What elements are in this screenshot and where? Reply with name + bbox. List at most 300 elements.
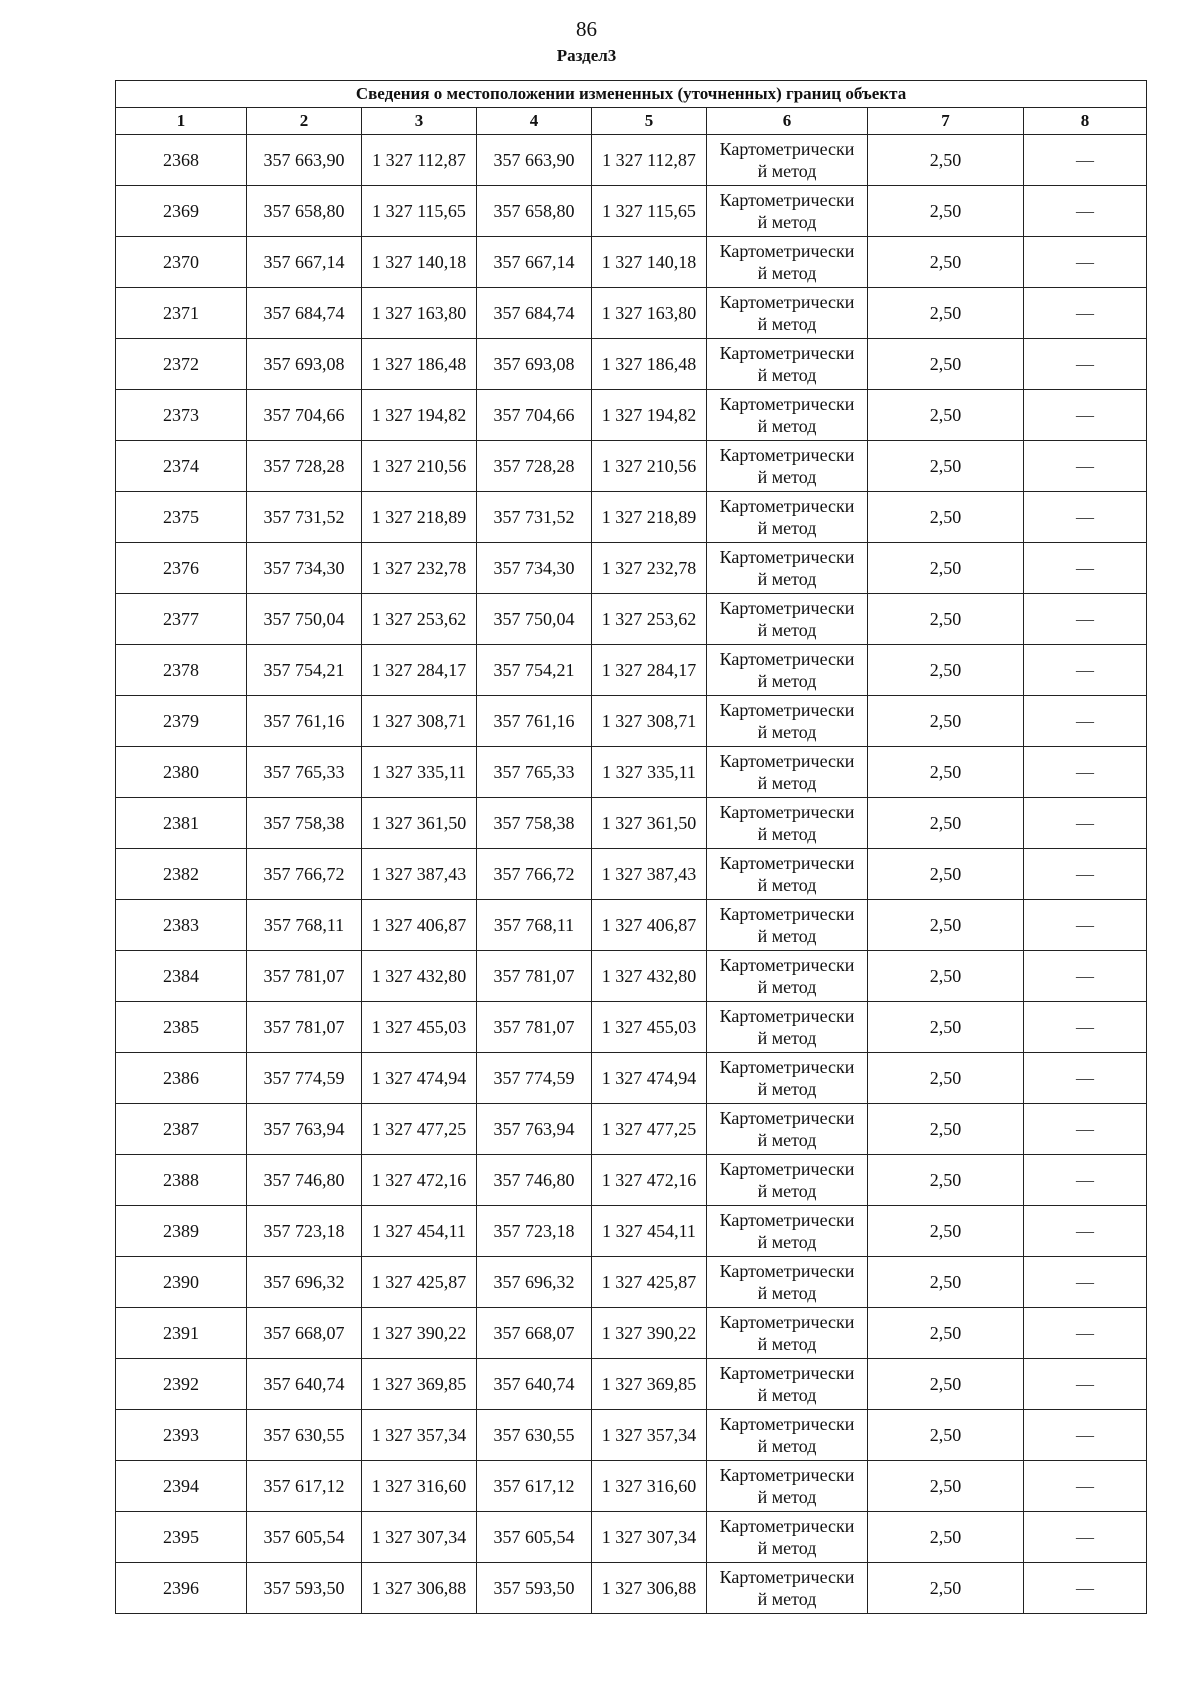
method-line-2: й метод (757, 161, 817, 181)
x-new-cell: 357 774,59 (477, 1053, 592, 1104)
y-old-cell: 1 327 112,87 (362, 135, 477, 186)
x-old-cell: 357 593,50 (247, 1563, 362, 1614)
method-cell (707, 186, 868, 237)
method-cell (707, 1206, 868, 1257)
description-cell: — (1024, 1002, 1147, 1053)
description-cell: — (1024, 645, 1147, 696)
method-line-1: Картометрически (719, 1363, 855, 1383)
accuracy-cell: 2,50 (868, 441, 1024, 492)
x-new-cell: 357 750,04 (477, 594, 592, 645)
description-cell: — (1024, 390, 1147, 441)
table-row (116, 645, 1147, 696)
y-old-cell: 1 327 186,48 (362, 339, 477, 390)
description-cell: — (1024, 1155, 1147, 1206)
x-new-cell: 357 667,14 (477, 237, 592, 288)
table-row (116, 951, 1147, 1002)
column-number: 6 (707, 108, 868, 135)
method-cell (707, 339, 868, 390)
method-line-2: й метод (757, 1538, 817, 1558)
column-number: 3 (362, 108, 477, 135)
x-old-cell: 357 766,72 (247, 849, 362, 900)
x-new-cell: 357 763,94 (477, 1104, 592, 1155)
y-new-cell: 1 327 390,22 (592, 1308, 707, 1359)
table-row (116, 186, 1147, 237)
table-row (116, 441, 1147, 492)
table-row (116, 1053, 1147, 1104)
description-cell: — (1024, 186, 1147, 237)
x-new-cell: 357 731,52 (477, 492, 592, 543)
method-line-1: Картометрически (719, 904, 855, 924)
point-number-cell: 2381 (116, 798, 247, 849)
method-line-1: Картометрически (719, 1567, 855, 1587)
method-cell (707, 900, 868, 951)
x-new-cell: 357 630,55 (477, 1410, 592, 1461)
y-old-cell: 1 327 284,17 (362, 645, 477, 696)
table-caption-row (116, 81, 1147, 108)
accuracy-cell: 2,50 (868, 1563, 1024, 1614)
y-new-cell: 1 327 454,11 (592, 1206, 707, 1257)
point-number-cell: 2370 (116, 237, 247, 288)
table-row (116, 1206, 1147, 1257)
method-cell (707, 1563, 868, 1614)
x-new-cell: 357 761,16 (477, 696, 592, 747)
y-new-cell: 1 327 425,87 (592, 1257, 707, 1308)
point-number-cell: 2387 (116, 1104, 247, 1155)
boundary-table (115, 80, 1147, 1614)
method-cell (707, 1512, 868, 1563)
point-number-cell: 2377 (116, 594, 247, 645)
method-line-1: Картометрически (719, 1210, 855, 1230)
x-new-cell: 357 746,80 (477, 1155, 592, 1206)
y-old-cell: 1 327 425,87 (362, 1257, 477, 1308)
column-number: 7 (868, 108, 1024, 135)
accuracy-cell: 2,50 (868, 543, 1024, 594)
point-number-cell: 2396 (116, 1563, 247, 1614)
point-number-cell: 2379 (116, 696, 247, 747)
point-number-cell: 2393 (116, 1410, 247, 1461)
method-line-1: Картометрически (719, 547, 855, 567)
method-cell (707, 441, 868, 492)
table-row (116, 135, 1147, 186)
accuracy-cell: 2,50 (868, 339, 1024, 390)
y-new-cell: 1 327 316,60 (592, 1461, 707, 1512)
method-line-1: Картометрически (719, 190, 855, 210)
x-new-cell: 357 704,66 (477, 390, 592, 441)
method-line-1: Картометрически (719, 496, 855, 516)
accuracy-cell: 2,50 (868, 747, 1024, 798)
method-cell (707, 1155, 868, 1206)
table-row (116, 390, 1147, 441)
x-old-cell: 357 640,74 (247, 1359, 362, 1410)
method-cell (707, 390, 868, 441)
y-old-cell: 1 327 357,34 (362, 1410, 477, 1461)
x-old-cell: 357 605,54 (247, 1512, 362, 1563)
y-new-cell: 1 327 335,11 (592, 747, 707, 798)
x-new-cell: 357 754,21 (477, 645, 592, 696)
method-line-1: Картометрически (719, 1312, 855, 1332)
x-old-cell: 357 781,07 (247, 951, 362, 1002)
method-line-2: й метод (757, 773, 817, 793)
description-cell: — (1024, 747, 1147, 798)
accuracy-cell: 2,50 (868, 798, 1024, 849)
table-row (116, 237, 1147, 288)
x-new-cell: 357 693,08 (477, 339, 592, 390)
y-old-cell: 1 327 335,11 (362, 747, 477, 798)
point-number-cell: 2380 (116, 747, 247, 798)
method-cell (707, 1002, 868, 1053)
table-row (116, 288, 1147, 339)
method-cell (707, 1104, 868, 1155)
description-cell: — (1024, 1410, 1147, 1461)
method-line-2: й метод (757, 671, 817, 691)
method-line-2: й метод (757, 1130, 817, 1150)
y-new-cell: 1 327 115,65 (592, 186, 707, 237)
point-number-cell: 2374 (116, 441, 247, 492)
description-cell: — (1024, 849, 1147, 900)
table-caption: Сведения о местоположении измененных (уточненных) границ объекта (116, 81, 1147, 108)
x-new-cell: 357 658,80 (477, 186, 592, 237)
y-new-cell: 1 327 406,87 (592, 900, 707, 951)
point-number-cell: 2375 (116, 492, 247, 543)
table-row (116, 696, 1147, 747)
method-cell (707, 492, 868, 543)
description-cell: — (1024, 1053, 1147, 1104)
x-old-cell: 357 667,14 (247, 237, 362, 288)
description-cell: — (1024, 288, 1147, 339)
table-row (116, 543, 1147, 594)
method-line-1: Картометрически (719, 1414, 855, 1434)
accuracy-cell: 2,50 (868, 492, 1024, 543)
table-row (116, 747, 1147, 798)
description-cell: — (1024, 951, 1147, 1002)
method-line-2: й метод (757, 1079, 817, 1099)
x-new-cell: 357 781,07 (477, 1002, 592, 1053)
y-old-cell: 1 327 474,94 (362, 1053, 477, 1104)
x-new-cell: 357 723,18 (477, 1206, 592, 1257)
method-line-2: й метод (757, 518, 817, 538)
description-cell: — (1024, 1104, 1147, 1155)
method-line-1: Картометрически (719, 1057, 855, 1077)
description-cell: — (1024, 1257, 1147, 1308)
y-old-cell: 1 327 455,03 (362, 1002, 477, 1053)
y-old-cell: 1 327 308,71 (362, 696, 477, 747)
method-line-1: Картометрически (719, 1465, 855, 1485)
x-old-cell: 357 658,80 (247, 186, 362, 237)
method-line-2: й метод (757, 416, 817, 436)
y-new-cell: 1 327 194,82 (592, 390, 707, 441)
description-cell: — (1024, 339, 1147, 390)
x-new-cell: 357 696,32 (477, 1257, 592, 1308)
method-cell (707, 849, 868, 900)
accuracy-cell: 2,50 (868, 288, 1024, 339)
y-new-cell: 1 327 218,89 (592, 492, 707, 543)
x-new-cell: 357 758,38 (477, 798, 592, 849)
description-cell: — (1024, 1563, 1147, 1614)
description-cell: — (1024, 1461, 1147, 1512)
y-new-cell: 1 327 163,80 (592, 288, 707, 339)
method-line-1: Картометрически (719, 292, 855, 312)
point-number-cell: 2386 (116, 1053, 247, 1104)
point-number-cell: 2394 (116, 1461, 247, 1512)
y-new-cell: 1 327 357,34 (592, 1410, 707, 1461)
point-number-cell: 2392 (116, 1359, 247, 1410)
y-old-cell: 1 327 232,78 (362, 543, 477, 594)
y-old-cell: 1 327 210,56 (362, 441, 477, 492)
method-line-2: й метод (757, 620, 817, 640)
table-row (116, 1359, 1147, 1410)
accuracy-cell: 2,50 (868, 1257, 1024, 1308)
section-title: Раздел3 (556, 46, 617, 65)
description-cell: — (1024, 1359, 1147, 1410)
y-old-cell: 1 327 432,80 (362, 951, 477, 1002)
method-line-1: Картометрически (719, 394, 855, 414)
y-old-cell: 1 327 477,25 (362, 1104, 477, 1155)
y-new-cell: 1 327 112,87 (592, 135, 707, 186)
x-old-cell: 357 758,38 (247, 798, 362, 849)
accuracy-cell: 2,50 (868, 951, 1024, 1002)
table-row (116, 1155, 1147, 1206)
table-row (116, 1512, 1147, 1563)
method-cell (707, 696, 868, 747)
description-cell: — (1024, 696, 1147, 747)
x-old-cell: 357 704,66 (247, 390, 362, 441)
table-row (116, 1104, 1147, 1155)
point-number-cell: 2383 (116, 900, 247, 951)
y-new-cell: 1 327 455,03 (592, 1002, 707, 1053)
method-line-1: Картометрически (719, 598, 855, 618)
description-cell: — (1024, 1512, 1147, 1563)
x-new-cell: 357 663,90 (477, 135, 592, 186)
method-line-2: й метод (757, 314, 817, 334)
method-line-1: Картометрически (719, 1261, 855, 1281)
x-new-cell: 357 640,74 (477, 1359, 592, 1410)
point-number-cell: 2382 (116, 849, 247, 900)
method-line-2: й метод (757, 212, 817, 232)
point-number-cell: 2369 (116, 186, 247, 237)
x-old-cell: 357 731,52 (247, 492, 362, 543)
y-old-cell: 1 327 361,50 (362, 798, 477, 849)
method-cell (707, 1461, 868, 1512)
method-line-2: й метод (757, 569, 817, 589)
x-old-cell: 357 617,12 (247, 1461, 362, 1512)
x-new-cell: 357 734,30 (477, 543, 592, 594)
column-number: 1 (116, 108, 247, 135)
method-line-2: й метод (757, 263, 817, 283)
description-cell: — (1024, 135, 1147, 186)
column-number: 8 (1024, 108, 1147, 135)
method-line-1: Картометрически (719, 751, 855, 771)
accuracy-cell: 2,50 (868, 696, 1024, 747)
y-old-cell: 1 327 194,82 (362, 390, 477, 441)
column-number: 4 (477, 108, 592, 135)
x-old-cell: 357 630,55 (247, 1410, 362, 1461)
point-number-cell: 2384 (116, 951, 247, 1002)
table-row (116, 1563, 1147, 1614)
method-line-2: й метод (757, 365, 817, 385)
method-line-1: Картометрически (719, 241, 855, 261)
point-number-cell: 2372 (116, 339, 247, 390)
description-cell: — (1024, 594, 1147, 645)
y-old-cell: 1 327 390,22 (362, 1308, 477, 1359)
method-line-2: й метод (757, 722, 817, 742)
accuracy-cell: 2,50 (868, 1155, 1024, 1206)
table-row (116, 1308, 1147, 1359)
y-new-cell: 1 327 432,80 (592, 951, 707, 1002)
accuracy-cell: 2,50 (868, 1206, 1024, 1257)
point-number-cell: 2376 (116, 543, 247, 594)
method-cell (707, 543, 868, 594)
method-line-2: й метод (757, 824, 817, 844)
y-old-cell: 1 327 387,43 (362, 849, 477, 900)
x-new-cell: 357 765,33 (477, 747, 592, 798)
point-number-cell: 2391 (116, 1308, 247, 1359)
method-cell (707, 645, 868, 696)
method-line-2: й метод (757, 1487, 817, 1507)
accuracy-cell: 2,50 (868, 1461, 1024, 1512)
method-cell (707, 1257, 868, 1308)
y-old-cell: 1 327 472,16 (362, 1155, 477, 1206)
y-new-cell: 1 327 253,62 (592, 594, 707, 645)
method-line-2: й метод (757, 467, 817, 487)
point-number-cell: 2373 (116, 390, 247, 441)
column-number-row (116, 108, 1147, 135)
description-cell: — (1024, 798, 1147, 849)
point-number-cell: 2390 (116, 1257, 247, 1308)
method-line-2: й метод (757, 1385, 817, 1405)
accuracy-cell: 2,50 (868, 237, 1024, 288)
method-cell (707, 747, 868, 798)
y-new-cell: 1 327 306,88 (592, 1563, 707, 1614)
method-cell (707, 1308, 868, 1359)
y-old-cell: 1 327 115,65 (362, 186, 477, 237)
accuracy-cell: 2,50 (868, 900, 1024, 951)
table-row (116, 849, 1147, 900)
method-cell (707, 951, 868, 1002)
x-old-cell: 357 693,08 (247, 339, 362, 390)
method-cell (707, 288, 868, 339)
method-cell (707, 1053, 868, 1104)
accuracy-cell: 2,50 (868, 186, 1024, 237)
method-cell (707, 1359, 868, 1410)
y-new-cell: 1 327 369,85 (592, 1359, 707, 1410)
table-row (116, 1002, 1147, 1053)
y-new-cell: 1 327 387,43 (592, 849, 707, 900)
x-old-cell: 357 763,94 (247, 1104, 362, 1155)
y-new-cell: 1 327 472,16 (592, 1155, 707, 1206)
method-line-2: й метод (757, 1334, 817, 1354)
y-new-cell: 1 327 232,78 (592, 543, 707, 594)
method-line-1: Картометрически (719, 649, 855, 669)
accuracy-cell: 2,50 (868, 1104, 1024, 1155)
description-cell: — (1024, 492, 1147, 543)
point-number-cell: 2378 (116, 645, 247, 696)
point-number-cell: 2368 (116, 135, 247, 186)
description-cell: — (1024, 441, 1147, 492)
y-new-cell: 1 327 186,48 (592, 339, 707, 390)
accuracy-cell: 2,50 (868, 1359, 1024, 1410)
y-old-cell: 1 327 306,88 (362, 1563, 477, 1614)
method-line-1: Картометрически (719, 1108, 855, 1128)
accuracy-cell: 2,50 (868, 390, 1024, 441)
method-cell (707, 1410, 868, 1461)
point-number-cell: 2389 (116, 1206, 247, 1257)
y-old-cell: 1 327 307,34 (362, 1512, 477, 1563)
table-row (116, 492, 1147, 543)
x-old-cell: 357 684,74 (247, 288, 362, 339)
x-old-cell: 357 781,07 (247, 1002, 362, 1053)
method-line-2: й метод (757, 1283, 817, 1303)
method-line-2: й метод (757, 977, 817, 997)
method-line-1: Картометрически (719, 445, 855, 465)
y-old-cell: 1 327 369,85 (362, 1359, 477, 1410)
x-new-cell: 357 728,28 (477, 441, 592, 492)
table-row (116, 798, 1147, 849)
method-line-1: Картометрически (719, 955, 855, 975)
x-new-cell: 357 768,11 (477, 900, 592, 951)
y-old-cell: 1 327 316,60 (362, 1461, 477, 1512)
y-old-cell: 1 327 454,11 (362, 1206, 477, 1257)
x-old-cell: 357 663,90 (247, 135, 362, 186)
x-new-cell: 357 605,54 (477, 1512, 592, 1563)
accuracy-cell: 2,50 (868, 1512, 1024, 1563)
method-line-1: Картометрически (719, 700, 855, 720)
method-line-1: Картометрически (719, 343, 855, 363)
point-number-cell: 2385 (116, 1002, 247, 1053)
point-number-cell: 2371 (116, 288, 247, 339)
y-old-cell: 1 327 163,80 (362, 288, 477, 339)
accuracy-cell: 2,50 (868, 594, 1024, 645)
column-number: 5 (592, 108, 707, 135)
accuracy-cell: 2,50 (868, 1308, 1024, 1359)
x-old-cell: 357 761,16 (247, 696, 362, 747)
point-number-cell: 2388 (116, 1155, 247, 1206)
method-line-1: Картометрически (719, 802, 855, 822)
method-line-2: й метод (757, 926, 817, 946)
table-row (116, 339, 1147, 390)
y-new-cell: 1 327 307,34 (592, 1512, 707, 1563)
y-old-cell: 1 327 218,89 (362, 492, 477, 543)
x-new-cell: 357 684,74 (477, 288, 592, 339)
x-old-cell: 357 750,04 (247, 594, 362, 645)
method-cell (707, 798, 868, 849)
method-line-2: й метод (757, 875, 817, 895)
method-line-2: й метод (757, 1232, 817, 1252)
x-new-cell: 357 668,07 (477, 1308, 592, 1359)
method-line-2: й метод (757, 1436, 817, 1456)
y-old-cell: 1 327 406,87 (362, 900, 477, 951)
table-row (116, 1257, 1147, 1308)
x-old-cell: 357 768,11 (247, 900, 362, 951)
description-cell: — (1024, 900, 1147, 951)
page-number: 86 (576, 17, 597, 41)
method-line-1: Картометрически (719, 139, 855, 159)
y-new-cell: 1 327 140,18 (592, 237, 707, 288)
column-number: 2 (247, 108, 362, 135)
method-line-1: Картометрически (719, 1516, 855, 1536)
table-row (116, 1410, 1147, 1461)
accuracy-cell: 2,50 (868, 1053, 1024, 1104)
accuracy-cell: 2,50 (868, 135, 1024, 186)
x-old-cell: 357 746,80 (247, 1155, 362, 1206)
x-old-cell: 357 723,18 (247, 1206, 362, 1257)
x-old-cell: 357 754,21 (247, 645, 362, 696)
table-row (116, 594, 1147, 645)
method-line-2: й метод (757, 1181, 817, 1201)
x-old-cell: 357 728,28 (247, 441, 362, 492)
accuracy-cell: 2,50 (868, 645, 1024, 696)
accuracy-cell: 2,50 (868, 849, 1024, 900)
x-new-cell: 357 781,07 (477, 951, 592, 1002)
